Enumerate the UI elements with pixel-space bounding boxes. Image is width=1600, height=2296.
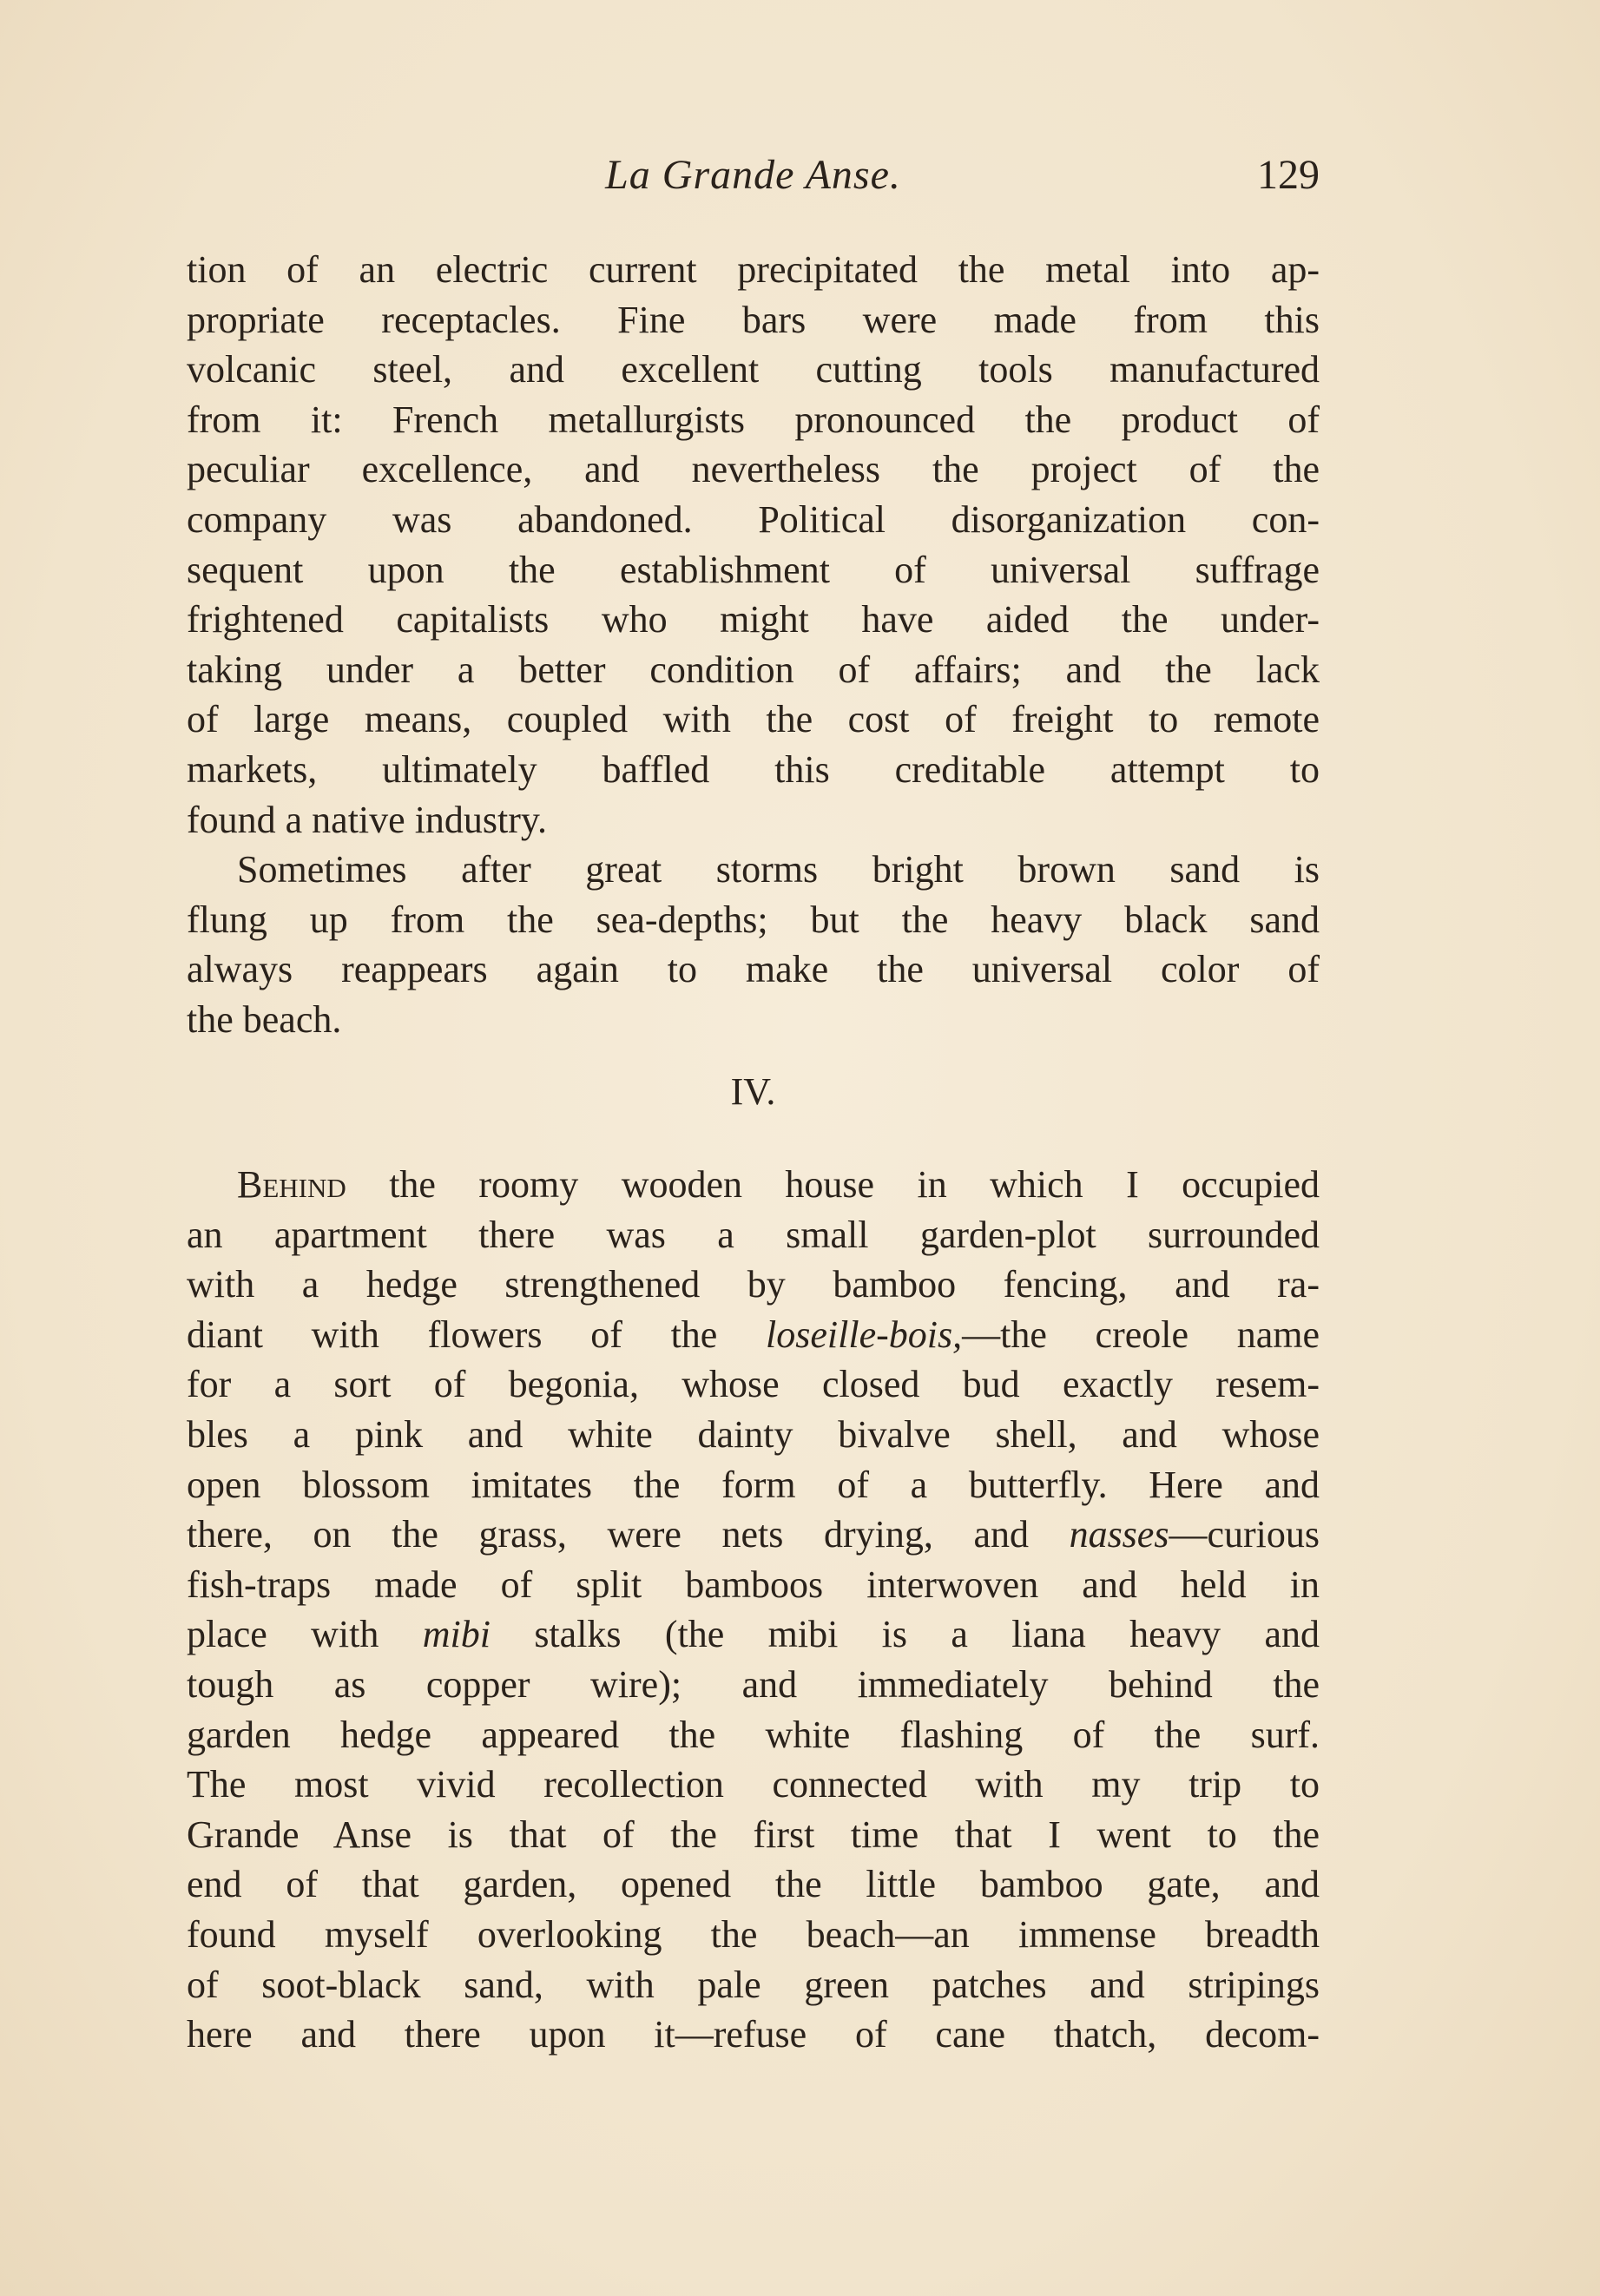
text-line: sequent upon the establishment of universal suffrage [187,548,1320,591]
text-line: bles a pink and white dainty bivalve shell, and whose [187,1412,1320,1456]
text-line: Sometimes after great storms bright brown sand is [237,848,1320,891]
text-line [187,1160,1320,1210]
text-line: open blossom imitates the form of a butterfly. Here and [187,1463,1320,1506]
text-line: the beach. [187,997,342,1041]
text-line: peculiar excellence, and nevertheless the project of the [187,448,1320,491]
text-line: frightened capitalists who might have aided the under- [187,598,1320,641]
text-segment: —curious [1169,1513,1320,1556]
text-line: from it: French metallurgists pronounced the product of [187,398,1320,441]
text-line: markets, ultimately baffled this creditable attempt to [187,747,1320,791]
text-segment: —the creole name [962,1312,1320,1356]
text-line [187,1609,1320,1660]
text-segment: diant with flowers of the [187,1312,767,1356]
text-line: fish-traps made of split bamboos interwoven and held in [187,1562,1320,1606]
italic-term: nasses [1069,1513,1169,1556]
text-line [187,1310,1320,1360]
text-line: The most vivid recollection connected with my trip to [187,1763,1320,1806]
text-line: here and there upon it—refuse of cane thatch, decom- [187,2013,1320,2056]
italic-term: loseille-bois, [766,1312,963,1356]
text-line: found myself overlooking the beach—an immense breadth [187,1912,1320,1956]
text-segment: the roomy wooden house in which I occupied [346,1163,1320,1206]
text-line: propriate receptacles. Fine bars were made from this [187,298,1320,341]
section-heading: IV. [730,1070,776,1113]
text-line: taking under a better condition of affairs; and the lack [187,648,1320,691]
text-segment: there, on the grass, were nets drying, and [187,1513,1070,1556]
text-line: always reappears again to make the universal color of [187,948,1320,991]
text-line: Grande Anse is that of the first time that I went to the [187,1812,1320,1856]
text-line: found a native industry. [187,798,548,841]
text-line [187,1510,1320,1560]
text-line: tion of an electric current precipitated the metal into ap- [187,248,1320,291]
text-line: end of that garden, opened the little bamboo gate, and [187,1863,1320,1906]
paragraph-3 [187,1160,1320,2060]
running-title: La Grande Anse. [605,152,901,198]
paragraph-2 [187,845,1320,1044]
page-number: 129 [1257,152,1320,198]
text-line: with a hedge strengthened by bamboo fencing, and ra- [187,1263,1320,1306]
drop-word: Behind [237,1163,346,1206]
text-line: tough as copper wire); and immediately behind the [187,1662,1320,1706]
text-line: volcanic steel, and excellent cutting tools manufactured [187,348,1320,391]
italic-term: mibi [422,1613,491,1656]
text-line: garden hedge appeared the white flashing of the surf. [187,1713,1320,1756]
text-line: company was abandoned. Political disorganization con- [187,497,1320,541]
text-line: of large means, coupled with the cost of freight to remote [187,698,1320,741]
text-line: of soot-black sand, with pale green patches and stripings [187,1963,1320,2006]
paragraph-1 [187,245,1320,845]
text-segment: place with [187,1613,423,1656]
text-segment: stalks (the mibi is a liana heavy and [490,1613,1320,1656]
running-head [187,149,1320,201]
text-line: an apartment there was a small garden-plot surrounded [187,1213,1320,1256]
text-line: for a sort of begonia, whose closed bud exactly resem- [187,1363,1320,1406]
text-line: flung up from the sea-depths; but the heavy black sand [187,898,1320,941]
